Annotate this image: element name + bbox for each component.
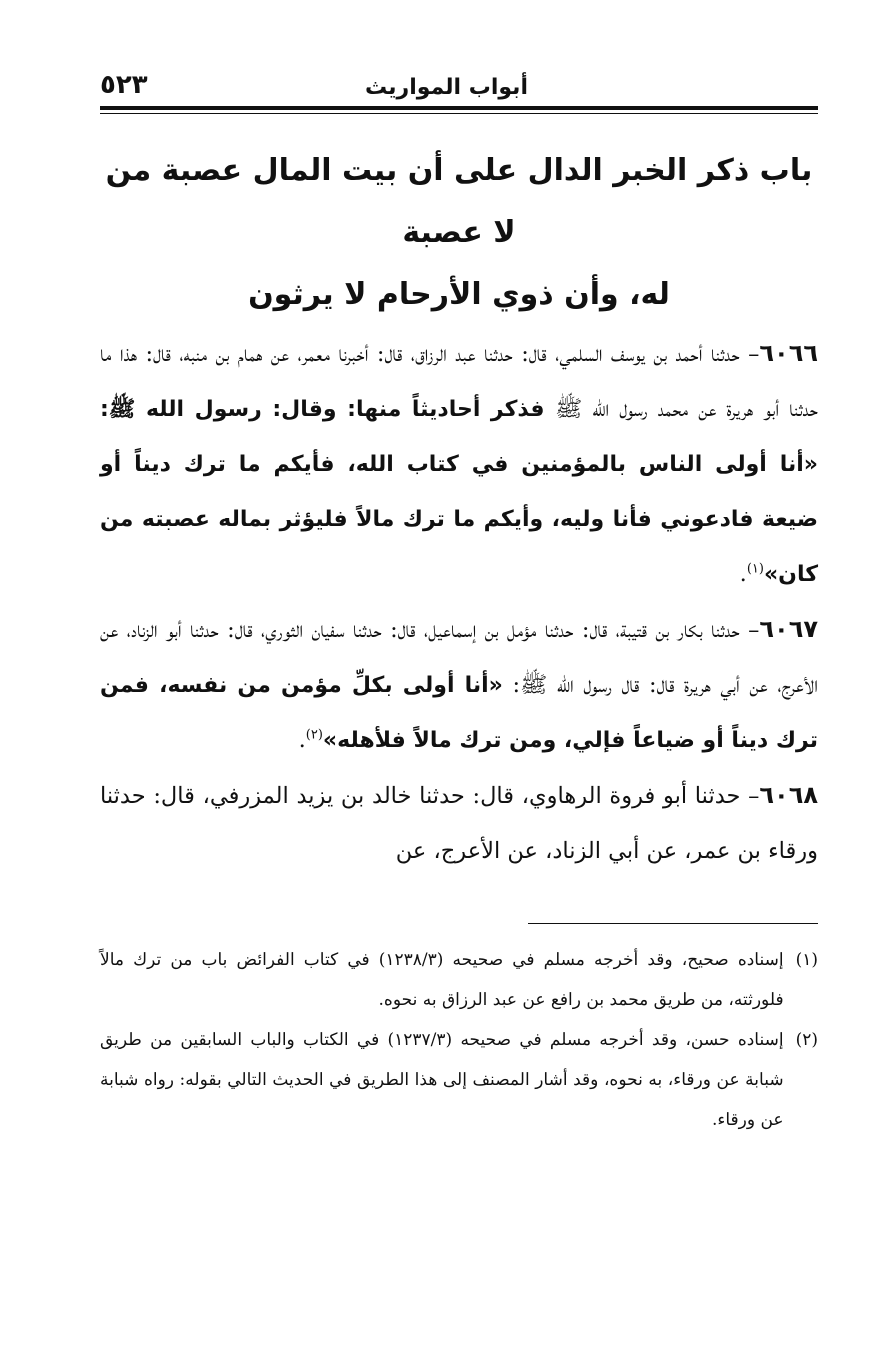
hadith-text: – حدثنا أحمد بن يوسف السلمي، قال: حدثنا عبد الرزاق، قال: أخبرنا معمر، عن همام بن منبه، قال: هذا ما حدثنا أبو هريرة عن محمد رسول الله ﷺ: [100, 341, 818, 422]
chapter-heading-line-2: له، وأن ذوي الأرحام لا يرثون: [248, 277, 670, 312]
footnote-marker: (١): [795, 950, 818, 970]
footnote-text: إسناده صحيح، وقد أخرجه مسلم في صحيحه (١٢٣٨/٣) في كتاب الفرائض باب من ترك مالاً فلورثته، من طريق محمد بن رافع عن عبد الرزاق به نحوه.: [100, 950, 784, 1010]
book-page: [100, 60, 818, 1140]
hadith-number: ٦٠٦٦: [759, 339, 818, 367]
hadith-text: – حدثنا بكار بن قتيبة، قال: حدثنا مؤمل بن إسماعيل، قال: حدثنا سفيان الثوري، قال: حدثنا أبو الزناد، عن الأعرج، عن أبي هريرة قال: قال رسول الله ﷺ:: [100, 617, 818, 698]
header-rule-thin: [100, 113, 818, 114]
footnote-reference[interactable]: (١): [746, 561, 764, 577]
footnote-1: [100, 940, 818, 1020]
hadith-text-end: .: [739, 561, 747, 587]
header-rule-thick: [100, 106, 818, 110]
footnotes: [100, 940, 818, 1140]
footnote-separator: [528, 923, 818, 924]
chapter-heading: [100, 140, 818, 326]
page-number: ٥٢٣: [100, 70, 148, 100]
hadith-number: ٦٠٦٧: [759, 615, 818, 643]
running-header: [100, 60, 818, 100]
hadith-6068: [100, 768, 818, 879]
hadith-text-bold: «أنا أولى بكلِّ مؤمن من نفسه، فمن ترك ديناً أو ضياعاً فإلي، ومن ترك مالاً فلأهله»: [100, 673, 818, 753]
hadith-text-end: .: [298, 727, 306, 753]
footnote-reference[interactable]: (٢): [305, 727, 323, 743]
hadith-number: ٦٠٦٨: [759, 781, 818, 809]
footnote-text: إسناده حسن، وقد أخرجه مسلم في صحيحه (١٢٣٧/٣) في الكتاب والباب السابقين من طريق شبابة عن ورقاء، به نحوه، وقد أشار المصنف إلى هذا الطريق في الحديث التالي بقوله: رواه شبابة عن ورقاء.: [100, 1030, 784, 1130]
footnote-2: [100, 1020, 818, 1140]
hadith-6066: [100, 326, 818, 602]
hadith-text: – حدثنا أبو فروة الرهاوي، قال: حدثنا خالد بن يزيد المزرفي، قال: حدثنا ورقاء بن عمر، عن أبي الزناد، عن الأعرج، عن: [100, 783, 818, 864]
chapter-heading-line-1: باب ذكر الخبر الدال على أن بيت المال عصبة من لا عصبة: [105, 153, 813, 250]
footnote-marker: (٢): [795, 1030, 818, 1050]
hadith-6067: [100, 602, 818, 768]
hadith-text-bold: فذكر أحاديثاً منها: وقال: رسول الله ﷺ: «أنا أولى الناس بالمؤمنين في كتاب الله، فأيكم ما ترك ديناً أو ضيعة فادعوني فأنا وليه، وأيكم ما ترك مالاً فليؤثر بماله عصبته من كان»: [100, 397, 818, 587]
running-header-title: أبواب المواريث: [364, 75, 528, 100]
